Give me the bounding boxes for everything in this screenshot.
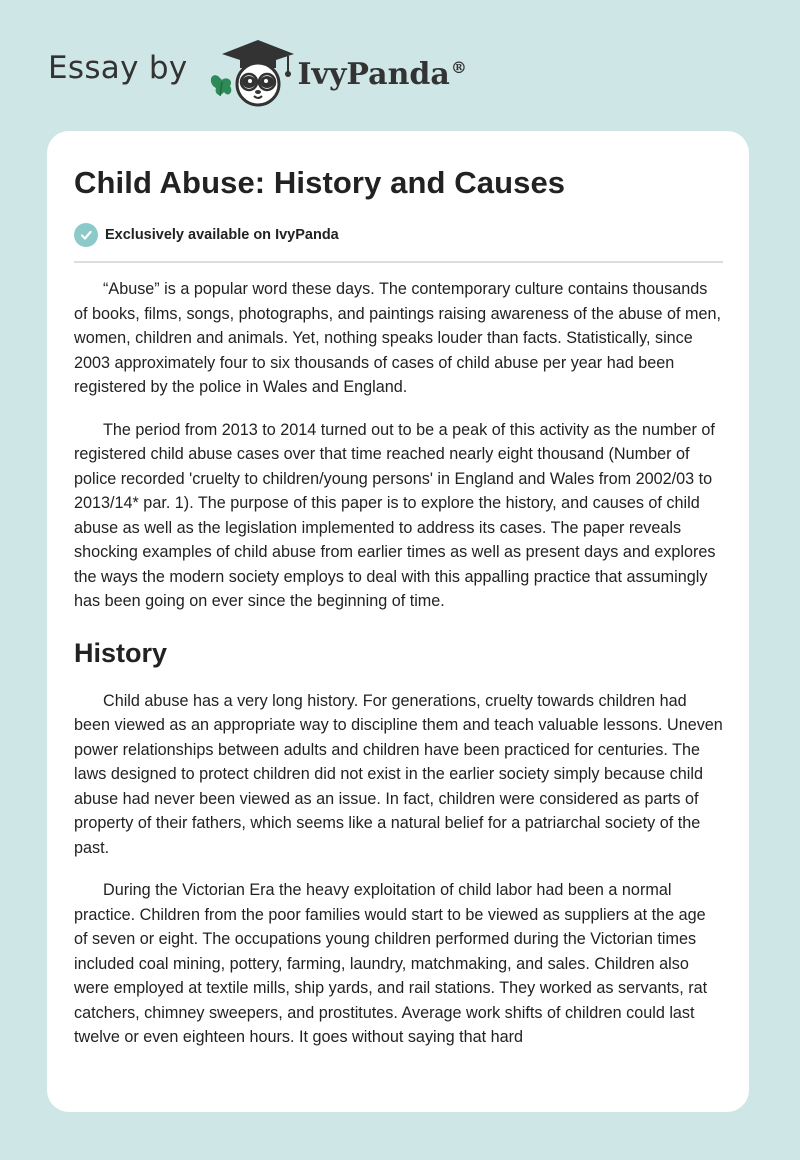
paragraph: “Abuse” is a popular word these days. The contemporary culture contains thousands of books, films, songs, photographs, and paintings raising awareness of the abuse of men, women, children and animals. Yet, nothing speaks louder than facts. Statistically, since 2003 approximately four to six thousands of cases of child abuse per year had been registered by the police in Wales and England.: [74, 280, 721, 396]
registered-mark: ®: [450, 57, 467, 77]
exclusive-label: Exclusively available on IvyPanda: [105, 227, 339, 243]
essay-by-label: Essay by: [48, 50, 188, 86]
brand-name: IvyPanda®: [297, 56, 467, 92]
exclusive-badge: [74, 223, 339, 247]
section-heading-history: History: [74, 637, 168, 668]
divider: [74, 261, 723, 263]
paragraph: During the Victorian Era the heavy exploitation of child labor had been a normal practice. Children from the poor families would start to be viewed as suppliers at the age of seven or eight. The occupations young children performed during the Victorian times included coal mining, pottery, farming, laundry, matchmaking, and sales. Children also were employed at textile mills, ship yards, and rail stations. They worked as servants, rat catchers, chimney sweepers, and prostitutes. Average work shifts of children could last twelve or even eighteen hours. It goes without saying that hard: [74, 881, 708, 1046]
brand-header[interactable]: [48, 36, 467, 108]
checkmark-icon: [74, 223, 98, 247]
essay-card: [47, 131, 749, 1112]
panda-graduate-logo-icon: [204, 36, 296, 108]
paragraph: Child abuse has a very long history. For generations, cruelty towards children had been viewed as an appropriate way to discipline them and teach valuable lessons. Uneven power relationships between adults and children have been practiced for centuries. The laws designed to protect children did not exist in the earlier society simply because child abuse had never been viewed as an issue. In fact, children were considered as parts of property of their fathers, which seems like a natural belief for a patriarchal society of the past.: [74, 691, 723, 857]
paragraph: The period from 2013 to 2014 turned out to be a peak of this activity as the number of registered child abuse cases over that time reached nearly eight thousand (Number of police recorded 'cruelty to children/young persons' in England and Wales from 2002/03 to 2013/14* par. 1). The purpose of this paper is to explore the history, and causes of child abuse as well as the legislation implemented to address its cases. The paper reveals shocking examples of child abuse from earlier times as well as present days and explores the ways the modern society employs to deal with this appalling practice that assumingly has been going on ever since the beginning of time.: [74, 420, 716, 610]
essay-title: Child Abuse: History and Causes: [74, 165, 566, 200]
